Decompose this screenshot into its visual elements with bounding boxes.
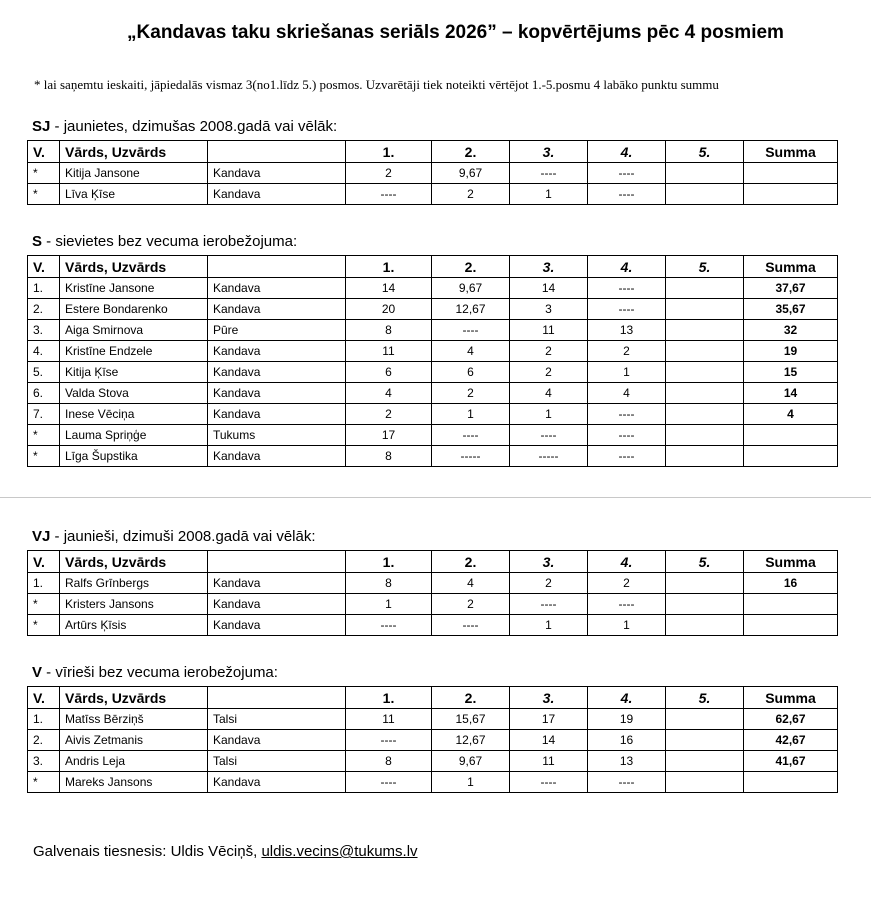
cell-club: Kandava [208,594,346,615]
col-header-club [208,141,346,163]
cell-place: 2. [28,730,60,751]
page-break-divider [0,497,871,498]
cell-club: Kandava [208,730,346,751]
cell-total [744,163,838,184]
cell-stage-1: 8 [346,573,432,594]
cell-club: Kandava [208,573,346,594]
col-header-stage-4: 4. [588,256,666,278]
header-row [28,551,838,573]
cell-total: 62,67 [744,709,838,730]
col-header-stage-2: 2. [432,687,510,709]
cell-name: Mareks Jansons [60,772,208,793]
cell-stage-5 [666,163,744,184]
cell-total: 41,67 [744,751,838,772]
cell-stage-2: 6 [432,362,510,383]
cell-stage-5 [666,362,744,383]
cell-stage-5 [666,751,744,772]
table-row [28,446,838,467]
cell-stage-3: ---- [510,425,588,446]
cell-total [744,772,838,793]
cell-stage-3: 2 [510,362,588,383]
cell-club: Kandava [208,184,346,205]
col-header-stage-2: 2. [432,256,510,278]
header-row [28,687,838,709]
cell-stage-1: 20 [346,299,432,320]
cell-place: 1. [28,278,60,299]
col-header-place: V. [28,687,60,709]
cell-place: * [28,615,60,636]
cell-total [744,425,838,446]
col-header-stage-4: 4. [588,687,666,709]
section-code: S [32,233,43,250]
header-row [28,256,838,278]
table-row [28,772,838,793]
col-header-stage-2: 2. [432,551,510,573]
cell-place: * [28,184,60,205]
cell-stage-5 [666,594,744,615]
cell-stage-4: 4 [588,383,666,404]
cell-stage-5 [666,730,744,751]
cell-stage-2: 12,67 [432,299,510,320]
col-header-place: V. [28,141,60,163]
cell-place: 1. [28,709,60,730]
cell-name: Andris Leja [60,751,208,772]
col-header-stage-5: 5. [666,141,744,163]
col-header-stage-5: 5. [666,687,744,709]
cell-stage-4: ---- [588,184,666,205]
chief-judge-label: Galvenais tiesnesis: Uldis Vēciņš, [33,843,262,860]
section-desc: - sievietes bez vecuma ierobežojuma: [42,233,298,250]
col-header-stage-3: 3. [510,141,588,163]
cell-stage-4: 2 [588,573,666,594]
cell-stage-3: ---- [510,594,588,615]
cell-stage-5 [666,184,744,205]
cell-stage-3: 2 [510,573,588,594]
cell-club: Talsi [208,709,346,730]
cell-stage-3: 1 [510,615,588,636]
section-code: VJ [32,528,51,545]
cell-total: 16 [744,573,838,594]
cell-place: 3. [28,320,60,341]
cell-stage-1: 11 [346,709,432,730]
col-header-stage-4: 4. [588,551,666,573]
cell-total: 32 [744,320,838,341]
cell-stage-3: 1 [510,404,588,425]
cell-stage-5 [666,573,744,594]
cell-stage-2: 9,67 [432,163,510,184]
cell-stage-4: ---- [588,278,666,299]
table-row [28,709,838,730]
cell-place: * [28,163,60,184]
table-row [28,425,838,446]
cell-place: 5. [28,362,60,383]
cell-stage-2: 1 [432,772,510,793]
cell-total: 37,67 [744,278,838,299]
cell-club: Kandava [208,341,346,362]
col-header-stage-1: 1. [346,551,432,573]
cell-stage-4: ---- [588,299,666,320]
cell-stage-3: 14 [510,278,588,299]
cell-name: Ralfs Grīnbergs [60,573,208,594]
cell-club: Pūre [208,320,346,341]
cell-club: Kandava [208,446,346,467]
cell-name: Kitija Jansone [60,163,208,184]
cell-stage-5 [666,772,744,793]
cell-stage-4: 1 [588,362,666,383]
cell-club: Kandava [208,404,346,425]
section-desc: - jaunieši, dzimuši 2008.gadā vai vēlāk: [50,528,316,545]
col-header-stage-2: 2. [432,141,510,163]
cell-stage-3: 1 [510,184,588,205]
cell-stage-5 [666,383,744,404]
cell-total: 19 [744,341,838,362]
cell-place: 1. [28,573,60,594]
cell-stage-2: 9,67 [432,278,510,299]
cell-stage-4: 1 [588,615,666,636]
results-table-sj [27,140,838,205]
cell-total [744,615,838,636]
cell-stage-1: 8 [346,446,432,467]
cell-stage-2: ---- [432,425,510,446]
cell-stage-4: 16 [588,730,666,751]
col-header-place: V. [28,256,60,278]
section-title-sj [32,118,337,135]
cell-stage-5 [666,341,744,362]
cell-stage-5 [666,299,744,320]
col-header-total: Summa [744,687,838,709]
cell-stage-1: 17 [346,425,432,446]
col-header-stage-3: 3. [510,551,588,573]
cell-stage-2: ---- [432,615,510,636]
cell-stage-1: 4 [346,383,432,404]
cell-stage-4: ---- [588,772,666,793]
cell-name: Artūrs Ķīsis [60,615,208,636]
col-header-stage-3: 3. [510,256,588,278]
table-row [28,615,838,636]
cell-total: 14 [744,383,838,404]
cell-name: Kitija Ķīse [60,362,208,383]
col-header-club [208,687,346,709]
cell-name: Matīss Bērziņš [60,709,208,730]
cell-stage-3: ---- [510,163,588,184]
cell-club: Kandava [208,772,346,793]
col-header-stage-1: 1. [346,141,432,163]
col-header-name: Vārds, Uzvārds [60,256,208,278]
section-desc: - vīrieši bez vecuma ierobežojuma: [42,664,278,681]
cell-total: 4 [744,404,838,425]
cell-stage-1: 2 [346,404,432,425]
cell-stage-1: ---- [346,730,432,751]
cell-place: 2. [28,299,60,320]
cell-stage-2: 15,67 [432,709,510,730]
cell-stage-1: 2 [346,163,432,184]
cell-place: 4. [28,341,60,362]
col-header-name: Vārds, Uzvārds [60,551,208,573]
cell-place: 7. [28,404,60,425]
cell-name: Kristers Jansons [60,594,208,615]
cell-stage-5 [666,320,744,341]
col-header-club [208,551,346,573]
cell-stage-5 [666,446,744,467]
cell-stage-3: 4 [510,383,588,404]
cell-stage-3: 14 [510,730,588,751]
cell-place: * [28,425,60,446]
cell-stage-1: 11 [346,341,432,362]
section-code: SJ [32,118,51,135]
cell-stage-4: ---- [588,404,666,425]
cell-stage-3: 2 [510,341,588,362]
cell-name: Inese Vēciņa [60,404,208,425]
col-header-name: Vārds, Uzvārds [60,687,208,709]
cell-club: Kandava [208,383,346,404]
cell-stage-3: 11 [510,751,588,772]
table-row [28,320,838,341]
page-title: „Kandavas taku skriešanas seriāls 2026” – kopvērtējums pēc 4 posmiem [127,22,784,43]
cell-name: Valda Stova [60,383,208,404]
cell-place: * [28,594,60,615]
cell-name: Kristīne Endzele [60,341,208,362]
col-header-total: Summa [744,141,838,163]
col-header-place: V. [28,551,60,573]
cell-total [744,594,838,615]
cell-club: Kandava [208,615,346,636]
table-row [28,594,838,615]
cell-total: 35,67 [744,299,838,320]
cell-place: 6. [28,383,60,404]
cell-stage-1: 8 [346,751,432,772]
cell-name: Aivis Zetmanis [60,730,208,751]
table-row [28,573,838,594]
table-row [28,730,838,751]
table-row [28,362,838,383]
header-row [28,141,838,163]
cell-name: Lauma Spriņģe [60,425,208,446]
cell-stage-4: 2 [588,341,666,362]
table-row [28,383,838,404]
table-row [28,299,838,320]
results-table-s [27,255,838,467]
cell-stage-1: ---- [346,615,432,636]
cell-stage-4: 13 [588,320,666,341]
cell-club: Kandava [208,163,346,184]
cell-name: Līga Šupstika [60,446,208,467]
footer [33,843,418,860]
cell-name: Estere Bondarenko [60,299,208,320]
col-header-stage-5: 5. [666,256,744,278]
section-code: V [32,664,43,681]
cell-stage-2: ----- [432,446,510,467]
cell-stage-1: 6 [346,362,432,383]
col-header-stage-4: 4. [588,141,666,163]
cell-total: 42,67 [744,730,838,751]
cell-total: 15 [744,362,838,383]
cell-club: Tukums [208,425,346,446]
results-table-vj [27,550,838,636]
cell-stage-2: 2 [432,383,510,404]
cell-club: Talsi [208,751,346,772]
judge-email-link[interactable]: uldis.vecins@tukums.lv [261,843,418,860]
cell-place: * [28,446,60,467]
table-row [28,341,838,362]
cell-stage-2: 1 [432,404,510,425]
cell-stage-3: 17 [510,709,588,730]
cell-name: Līva Ķīse [60,184,208,205]
section-desc: - jaunietes, dzimušas 2008.gadā vai vēlāk: [50,118,338,135]
cell-name: Aiga Smirnova [60,320,208,341]
cell-club: Kandava [208,278,346,299]
cell-stage-2: 2 [432,184,510,205]
table-row [28,751,838,772]
results-table-v [27,686,838,793]
col-header-stage-1: 1. [346,687,432,709]
cell-stage-2: 4 [432,341,510,362]
table-row [28,184,838,205]
table-row [28,404,838,425]
col-header-total: Summa [744,256,838,278]
cell-stage-1: 8 [346,320,432,341]
table-row [28,163,838,184]
cell-place: * [28,772,60,793]
col-header-total: Summa [744,551,838,573]
cell-stage-2: ---- [432,320,510,341]
eligibility-note: * lai saņemtu ieskaiti, jāpiedalās vismaz 3(no1.līdz 5.) posmos. Uzvarētāji tiek noteikti vērtējot 1.-5.posmu 4 labāko punktu summu [34,77,719,92]
cell-stage-2: 2 [432,594,510,615]
cell-stage-4: 19 [588,709,666,730]
cell-stage-3: ---- [510,772,588,793]
col-header-name: Vārds, Uzvārds [60,141,208,163]
col-header-stage-3: 3. [510,687,588,709]
table-row [28,278,838,299]
section-title-v [32,664,278,681]
cell-stage-3: 11 [510,320,588,341]
cell-stage-5 [666,709,744,730]
col-header-stage-5: 5. [666,551,744,573]
cell-total [744,446,838,467]
cell-stage-3: 3 [510,299,588,320]
cell-stage-1: ---- [346,184,432,205]
col-header-club [208,256,346,278]
cell-club: Kandava [208,299,346,320]
cell-club: Kandava [208,362,346,383]
cell-place: 3. [28,751,60,772]
cell-stage-3: ----- [510,446,588,467]
section-title-vj [32,528,316,545]
cell-name: Kristīne Jansone [60,278,208,299]
cell-stage-4: 13 [588,751,666,772]
section-title-s [32,233,297,250]
cell-total [744,184,838,205]
cell-stage-1: 1 [346,594,432,615]
cell-stage-5 [666,425,744,446]
cell-stage-2: 9,67 [432,751,510,772]
col-header-stage-1: 1. [346,256,432,278]
cell-stage-1: ---- [346,772,432,793]
cell-stage-5 [666,615,744,636]
cell-stage-1: 14 [346,278,432,299]
cell-stage-4: ---- [588,163,666,184]
cell-stage-4: ---- [588,594,666,615]
cell-stage-2: 12,67 [432,730,510,751]
cell-stage-2: 4 [432,573,510,594]
cell-stage-4: ---- [588,425,666,446]
cell-stage-5 [666,404,744,425]
cell-stage-4: ---- [588,446,666,467]
cell-stage-5 [666,278,744,299]
